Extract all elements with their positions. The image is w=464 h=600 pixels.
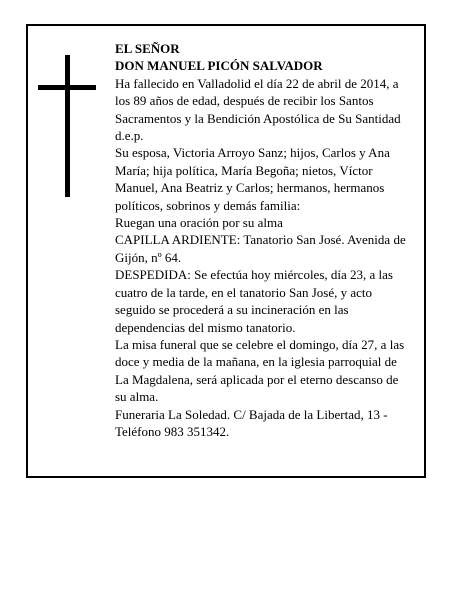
notice-text (115, 40, 411, 440)
farewell-info: DESPEDIDA: Se efectúa hoy miércoles, día 23, a las cuatro de la tarde, en el tanatorio San José, y acto seguido se procederá a su incineración en las dependencias del mismo tanatorio. (115, 267, 393, 335)
obituary-notice (26, 24, 426, 478)
funeral-home-info: Funeraria La Soledad. C/ Bajada de la Libertad, 13 - Teléfono 983 351342. (115, 406, 388, 439)
title-line-1: EL SEÑOR (115, 41, 180, 56)
deceased-name: DON MANUEL PICÓN SALVADOR (115, 58, 323, 74)
cross-vertical-bar (65, 55, 70, 197)
cross-horizontal-bar (38, 85, 96, 90)
chapel-info: CAPILLA ARDIENTE: Tanatorio San José. Avenida de Gijón, nº 64. (115, 232, 406, 265)
family-list: Su esposa, Victoria Arroyo Sanz; hijos, Carlos y Ana María; hija política, María Begoña; nietos, Víctor Manuel, Ana Beatriz y Carlos; hermanos, hermanos políticos, sobrinos y demás familia: (115, 145, 390, 213)
death-announcement: Ha fallecido en Valladolid el día 22 de abril de 2014, a los 89 años de edad, después de recibir los Santos Sacramentos y la Bendición Apostólica de Su Santidad d.e.p. (115, 75, 401, 144)
cross-icon (38, 55, 96, 197)
prayer-request: Ruegan una oración por su alma (115, 215, 283, 231)
funeral-mass-info: La misa funeral que se celebre el domingo, día 27, a las doce y media de la mañana, en la iglesia parroquial de La Magdalena, será aplicada por el eterno descanso de su alma. (115, 336, 405, 405)
